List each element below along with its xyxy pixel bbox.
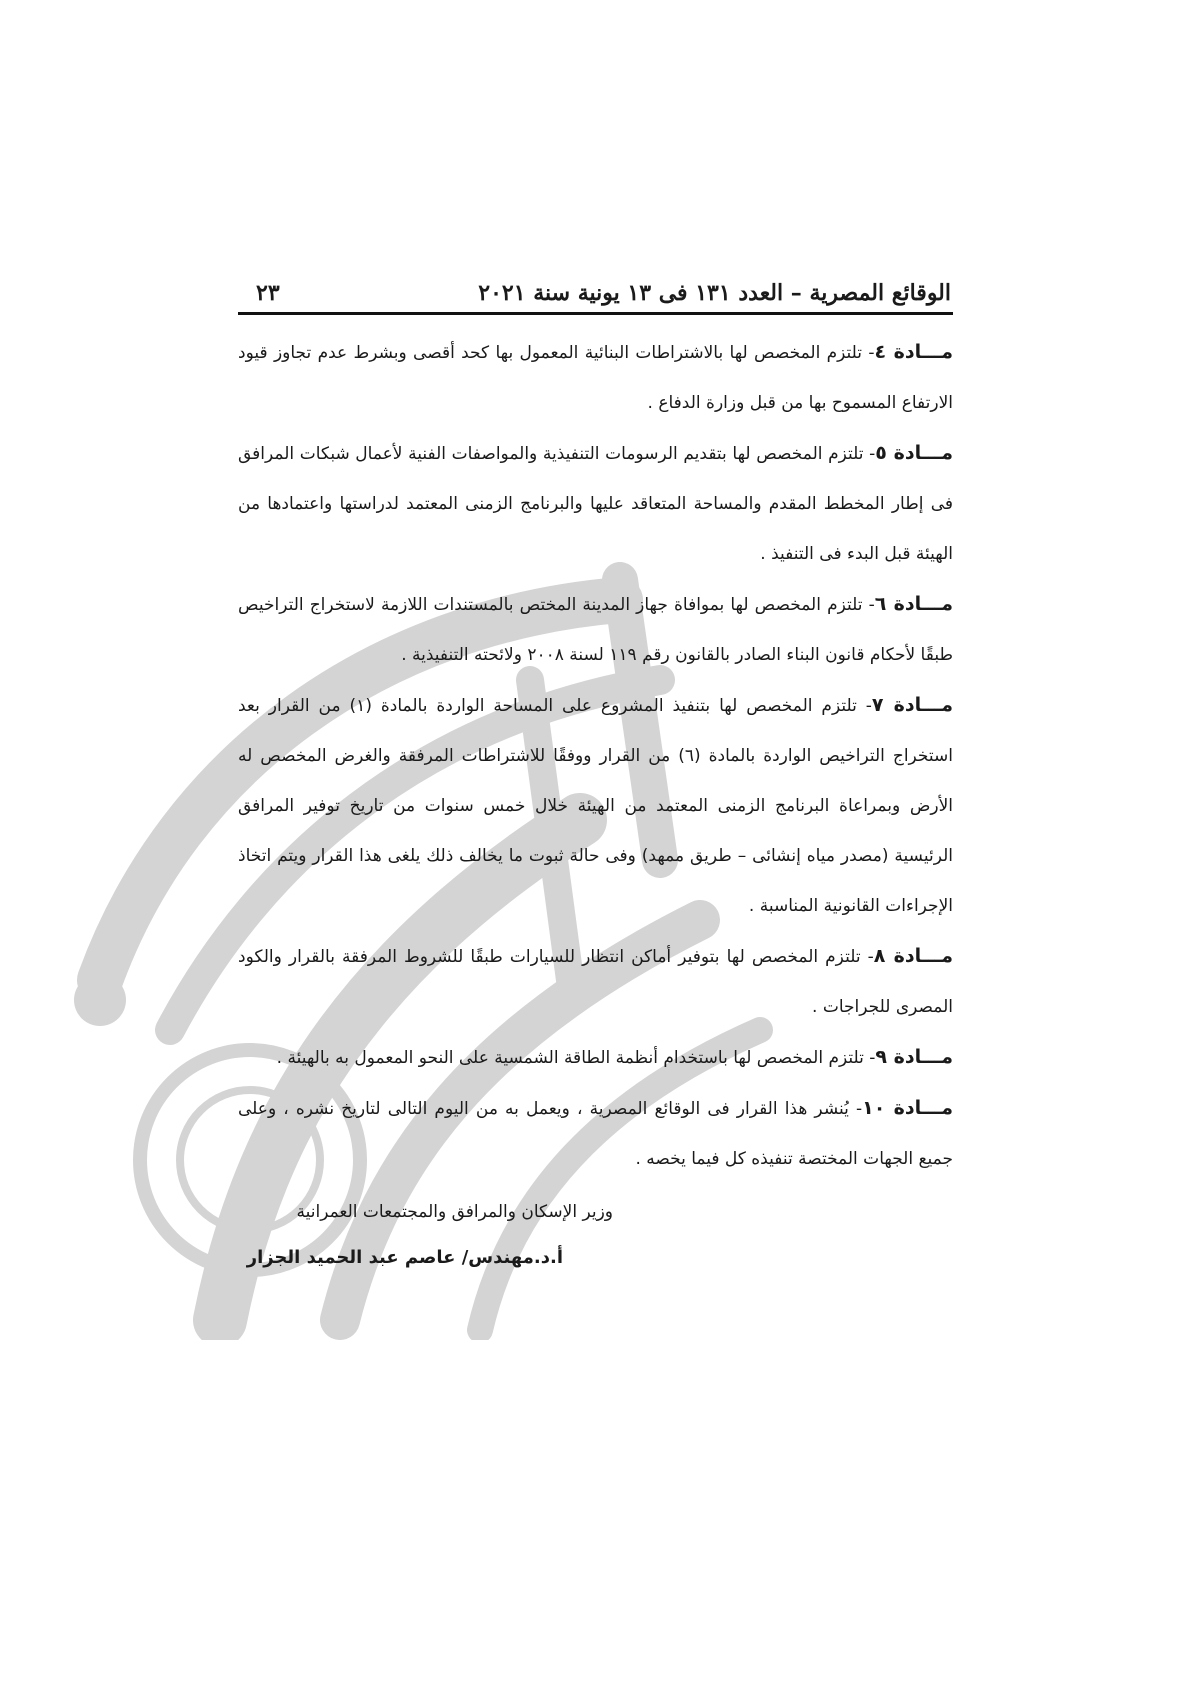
signature-block <box>238 1192 613 1284</box>
article-label: مـــادة ٩ <box>875 1046 953 1068</box>
article-4 <box>238 327 953 428</box>
article-text: - تلتزم المخصص لها بالاشتراطات البنائية المعمول بها كحد أقصى وبشرط عدم تجاوز قيود الارتفاع المسموح بها من قبل وزارة الدفاع . <box>238 343 953 413</box>
article-label: مـــادة ٤ <box>874 341 953 363</box>
article-text: - تلتزم المخصص لها بتنفيذ المشروع على المساحة الواردة بالمادة (١) من القرار بعد استخراج التراخيص الواردة بالمادة (٦) من القرار ووفقًا للاشتراطات المرفقة والغرض المخصص له الأرض وبمراعاة البرنامج الزمنى المعتمد من الهيئة خلال خمس سنوات من تاريخ توفير المرافق الرئيسية (مصدر مياه إنشائى – طريق ممهد) وفى حالة ثبوت ما يخالف ذلك يلغى هذا القرار ويتم اتخاذ الإجراءات القانونية المناسبة . <box>238 696 953 916</box>
article-text: - تلتزم المخصص لها بتقديم الرسومات التنفيذية والمواصفات الفنية لأعمال شبكات المرافق فى إطار المخطط المقدم والمساحة المتعاقد عليها والبرنامج الزمنى المعتمد لدراستها واعتمادها من الهيئة قبل البدء فى التنفيذ . <box>238 444 953 564</box>
article-7 <box>238 680 953 931</box>
article-text: - يُنشر هذا القرار فى الوقائع المصرية ، ويعمل به من اليوم التالى لتاريخ نشره ، وعلى جميع الجهات المختصة تنفيذه كل فيما يخصه . <box>238 1099 953 1169</box>
article-10 <box>238 1083 953 1184</box>
page-number: ٢٣ <box>256 280 280 306</box>
page-header <box>238 262 953 315</box>
article-label: مـــادة ١٠ <box>862 1097 953 1119</box>
document-page <box>238 262 953 1284</box>
article-label: مـــادة ٦ <box>874 593 953 615</box>
article-text: - تلتزم المخصص لها بتوفير أماكن انتظار للسيارات طبقًا للشروط المرفقة بالقرار والكود المصرى للجراجات . <box>238 947 953 1017</box>
document-body <box>238 327 953 1284</box>
article-text: - تلتزم المخصص لها بموافاة جهاز المدينة المختص بالمستندات اللازمة لاستخراج التراخيص طبقًا لأحكام قانون البناء الصادر بالقانون رقم ١١٩ لسنة ٢٠٠٨ ولائحته التنفيذية . <box>238 595 953 665</box>
article-5 <box>238 428 953 579</box>
article-label: مـــادة ٨ <box>873 945 953 967</box>
watermark-dot <box>74 974 126 1026</box>
gazette-title: الوقائع المصرية – العدد ١٣١ فى ١٣ يونية سنة ٢٠٢١ <box>478 280 951 306</box>
signatory-name: أ.د.مهندس/ عاصم عبد الحميد الجزار <box>246 1247 563 1268</box>
article-8 <box>238 931 953 1032</box>
article-9 <box>238 1032 953 1083</box>
article-label: مـــادة ٥ <box>875 442 953 464</box>
article-label: مـــادة ٧ <box>871 694 953 716</box>
signatory-title: وزير الإسكان والمرافق والمجتمعات العمرانية <box>296 1202 613 1222</box>
article-text: - تلتزم المخصص لها باستخدام أنظمة الطاقة الشمسية على النحو المعمول به بالهيئة . <box>276 1048 876 1068</box>
article-6 <box>238 579 953 680</box>
